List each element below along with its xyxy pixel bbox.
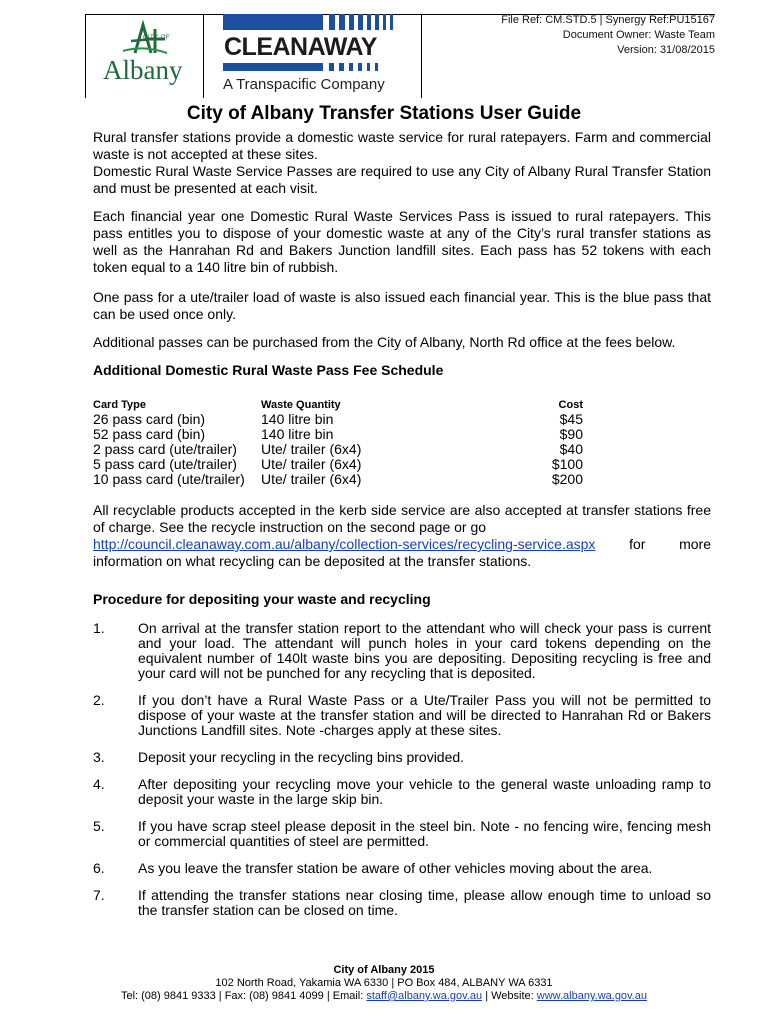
albany-logo-subtext: CITY OF [143,35,171,41]
footer-address: 102 North Road, Yakamia WA 6330 | PO Box 484, ALBANY WA 6331 [215,977,553,989]
document-version: Version: 31/08/2015 [617,44,715,56]
footer-website-link[interactable]: www.albany.wa.gov.au [536,990,648,1002]
step-number: 3. [93,749,105,765]
table-row [93,412,583,427]
waste-quantity-cell: Ute/ trailer (6x4) [261,441,362,457]
document-owner: Document Owner: Waste Team [562,29,715,41]
step-text: On arrival at the transfer station report to the attendant who will check your pass is current and your load. The attendant will punch holes in your card tokens depending on the equivalent number of 140lt waste bins you are depositing. Depositing recycling is free and your card will not be punched for any recycling that is deposited. [138,620,711,681]
header-divider [203,14,204,98]
list-item [93,777,711,807]
column-header: Waste Quantity [261,398,341,411]
step-text: After depositing your recycling move your vehicle to the general waste unloading ramp to deposit your waste in the large skip bin. [138,776,711,807]
step-number: 2. [93,692,105,708]
cost-cell: $40 [559,441,583,457]
list-item [93,621,711,681]
document-reference [501,13,715,58]
intro-paragraph [93,129,711,197]
cost-cell: $90 [559,426,583,442]
city-of-albany-logo [93,17,193,95]
recycling-service-link[interactable]: http://council.cleanaway.com.au/albany/collection-services/recycling-service.aspx [93,536,596,552]
cleanaway-name: CLEANAWAY [224,33,377,61]
header-divider [85,14,86,98]
list-item [93,750,711,765]
fee-schedule-table [93,397,583,487]
footer-contact [0,990,768,1003]
recycling-text: All recyclable products accepted in the kerb side service are also accepted at transfer stations free of charge. See the recycle instruction on the second page or go [93,502,711,535]
step-text: If you don’t have a Rural Waste Pass or a Ute/Trailer Pass you will not be permitted to dispose of your waste at the transfer station and will be directed to Hanrahan Rd or Bakers Junctions Landfill sites. Note -charges apply at these sites. [138,692,711,738]
step-text: As you leave the transfer station be aware of other vehicles moving about the area. [138,860,653,876]
albany-logo-text: Albany [103,55,183,85]
footer-email-link[interactable]: staff@albany.wa.gov.au [366,990,483,1002]
list-item [93,693,711,738]
header-divider [421,14,422,98]
list-item [93,861,711,876]
page-title: City of Albany Transfer Stations User Guide [186,103,582,124]
step-text: If you have scrap steel please deposit in the steel bin. Note - no fencing wire, fencing mesh or commercial quantities of steel are permitted. [138,818,711,849]
column-header: Cost [558,398,583,411]
table-row [93,427,583,442]
step-number: 1. [93,620,105,636]
footer-title: City of Albany 2015 [333,964,435,976]
pass-paragraph: Each financial year one Domestic Rural Waste Services Pass is issued to rural ratepayers. This pass entitles you to dispose of your domestic waste at any of the City’s rural transfer stations as well as the Hanrahan Rd and Bakers Junction landfill sites. Each pass has 52 tokens with each token equal to a 140 litre bin of rubbish. [93,208,711,275]
step-text: If attending the transfer stations near closing time, please allow enough time to unload so the transfer station can be closed on time. [138,887,711,918]
card-type-cell: 2 pass card (ute/trailer) [93,441,237,457]
step-number: 7. [93,887,105,903]
column-header: Card Type [93,398,146,411]
step-number: 6. [93,860,105,876]
cleanaway-logo [223,14,413,98]
footer-phone-fax: Tel: (08) 9841 9333 | Fax: (08) 9841 4099 | Email: [120,990,364,1002]
table-row [93,457,583,472]
document-footer [0,964,768,1003]
table-row [93,472,583,487]
ute-pass-paragraph: One pass for a ute/trailer load of waste is also issued each financial year. This is the blue pass that can be used once only. [93,289,711,322]
waste-quantity-cell: 140 litre bin [261,411,334,427]
intro-text: Rural transfer stations provide a domestic waste service for rural ratepayers. Farm and commercial waste is not accepted at these sites. [93,129,711,162]
step-number: 5. [93,818,105,834]
card-type-cell: 10 pass card (ute/trailer) [93,471,245,487]
file-ref: File Ref: CM.STD.5 | Synergy Ref:PU15167 [501,14,715,26]
fee-schedule-heading: Additional Domestic Rural Waste Pass Fee Schedule [93,362,444,378]
waste-quantity-cell: 140 litre bin [261,426,334,442]
cleanaway-stripes-icon [223,14,413,34]
waste-quantity-cell: Ute/ trailer (6x4) [261,471,362,487]
table-header-row [93,397,583,412]
step-text: Deposit your recycling in the recycling bins provided. [138,749,465,765]
list-item [93,819,711,849]
list-item [93,888,711,918]
recycling-text-end: for more information on what recycling can be deposited at the transfer stations. [93,536,711,569]
cleanaway-tagline: A Transpacific Company [223,76,385,93]
step-number: 4. [93,776,105,792]
cost-cell: $45 [559,411,583,427]
waste-quantity-cell: Ute/ trailer (6x4) [261,456,362,472]
card-type-cell: 52 pass card (bin) [93,426,206,442]
cost-cell: $200 [551,471,583,487]
procedure-heading: Procedure for depositing your waste and recycling [93,591,431,607]
cleanaway-underline-icon [223,63,413,75]
additional-passes-paragraph: Additional passes can be purchased from the City of Albany, North Rd office at the fees below. [93,334,676,350]
pass-requirement-text: Domestic Rural Waste Service Passes are required to use any City of Albany Rural Transfer Station and must be presented at each visit. [93,163,711,196]
procedure-steps [93,621,711,930]
card-type-cell: 26 pass card (bin) [93,411,206,427]
card-type-cell: 5 pass card (ute/trailer) [93,456,237,472]
cost-cell: $100 [551,456,583,472]
footer-website-label: | Website: [485,990,534,1002]
recycling-paragraph [93,502,711,570]
table-row [93,442,583,457]
